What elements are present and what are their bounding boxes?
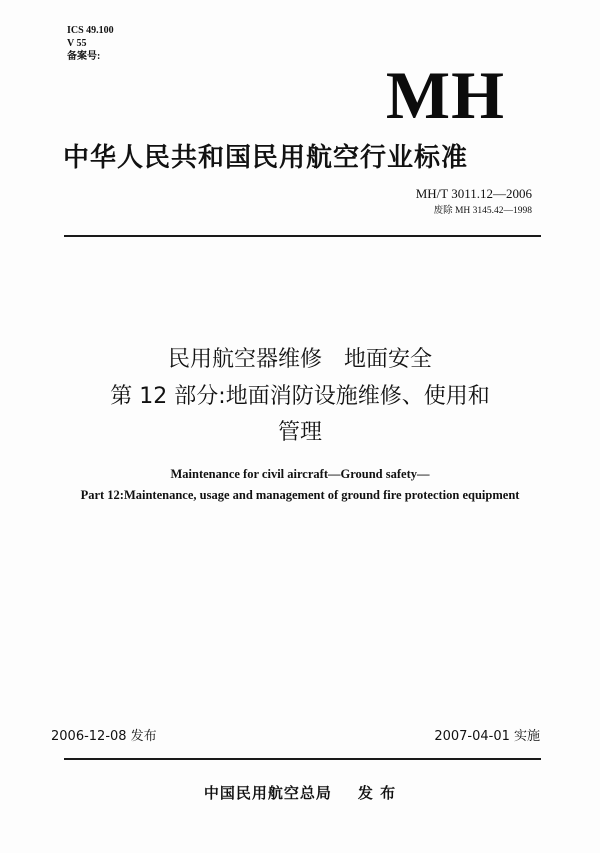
publisher-name: 中国民用航空总局 (203, 784, 332, 802)
english-title-line-1: Maintenance for civil aircraft—Ground safety— (170, 467, 430, 481)
publisher-line (0, 782, 600, 804)
bottom-divider (64, 758, 541, 760)
ics-code: ICS 49.100 (67, 25, 114, 36)
chinese-title-line-3: 管理 (277, 420, 322, 445)
top-divider (64, 235, 541, 237)
issue-date: 2006-12-08 发布 (51, 729, 157, 744)
mh-logo: MH (385, 57, 505, 133)
record-number-label: 备案号: (67, 51, 101, 62)
ccs-code: V 55 (67, 38, 87, 49)
implementation-date: 2007-04-01 实施 (434, 729, 540, 744)
chinese-title-line-2: 第 12 部分:地面消防设施维修、使用和 (110, 384, 490, 409)
chinese-title-line-1: 民用航空器维修 地面安全 (167, 347, 432, 372)
standard-category-title: 中华人民共和国民用航空行业标准 (63, 143, 469, 173)
english-title-line-2: Part 12:Maintenance, usage and management of ground fire protection equipment (80, 488, 520, 502)
publish-action: 发 布 (357, 784, 397, 802)
standard-number: MH/T 3011.12—2006 (415, 186, 532, 201)
replaced-standard: 废除 MH 3145.42—1998 (433, 206, 532, 216)
